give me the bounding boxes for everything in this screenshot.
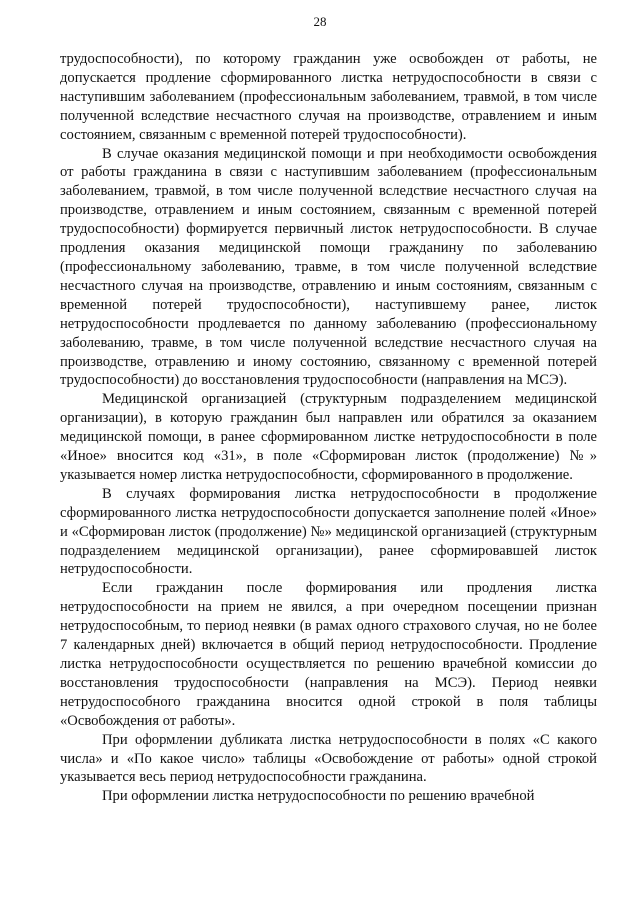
paragraph-continuation: трудоспособности), по которому гражданин уже освобожден от работы, не допускается продление сформированного листка нетрудоспособности в связи с наступившим заболеванием (профессиональным заболеванием, травмой, в том числе полученной вследствие несчастного случая на производстве, отравлением и иным состоянием, связанным с временной потерей трудоспособности). — [60, 51, 597, 143]
paragraph: В случае оказания медицинской помощи и при необходимости освобождения от работы гражданина в связи с наступившим заболеванием (профессиональным заболеванием, травмой, в том числе полученной вследствие несчастного случая на производстве, отравлением и иным состоянием, связанным с временной потерей трудоспособности) формируется первичный листок нетрудоспособности. В случае продления оказания медицинской помощи гражданину по заболеванию (профессиональному заболеванию, травме, в том числе полученной вследствие несчастного случая на производстве, отравлению и иным состояниям, связанным с временной потерей трудоспособности), наступившему ранее, листок нетрудоспособности продлевается по данному заболеванию (профессиональному заболеванию, травме, в том числе полученной вследствие несчастного случая на производстве, отравлению и иному состоянию, связанному с временной потерей трудоспособности) до восстановления трудоспособности (направления на МСЭ). — [60, 145, 597, 389]
document-body — [60, 50, 597, 806]
paragraph-truncated: При оформлении листка нетрудоспособности по решению врачебной — [102, 788, 535, 805]
paragraph: В случаях формирования листка нетрудоспособности в продолжение сформированного листка нетрудоспособности допускается заполнение полей «Иное» и «Сформирован листок (продолжение) №» медицинской организацией (структурным подразделением медицинской организации), ранее сформировавшей листок нетрудоспособности. — [60, 485, 597, 578]
paragraph: Если гражданин после формирования или продления листка нетрудоспособности на прием не явился, а при очередном посещении признан нетрудоспособным, то период неявки (в рамах одного страхового случая, но не более 7 календарных дней) включается в общий период нетрудоспособности. Продление листка нетрудоспособности осуществляется по решению врачебной комиссии до восстановления трудоспособности (направления на МСЭ). Период неявки нетрудоспособного гражданина вносится одной строкой в поля таблицы «Освобождения от работы». — [60, 580, 597, 729]
paragraph: Медицинской организацией (структурным подразделением медицинской организации), в которую гражданин был направлен или обратился за оказанием медицинской помощи, в ранее сформированном листке нетрудоспособности в поле «Иное» вносится код «31», в поле «Сформирован листок (продолжение) №» указывается номер листка нетрудоспособности, сформированного в продолжение. — [60, 391, 597, 483]
page-number: 28 — [313, 14, 327, 29]
paragraph: При оформлении дубликата листка нетрудоспособности в полях «С какого числа» и «По какое число» таблицы «Освобождение от работы» одной строкой указывается весь период нетрудоспособности гражданина. — [60, 731, 597, 786]
